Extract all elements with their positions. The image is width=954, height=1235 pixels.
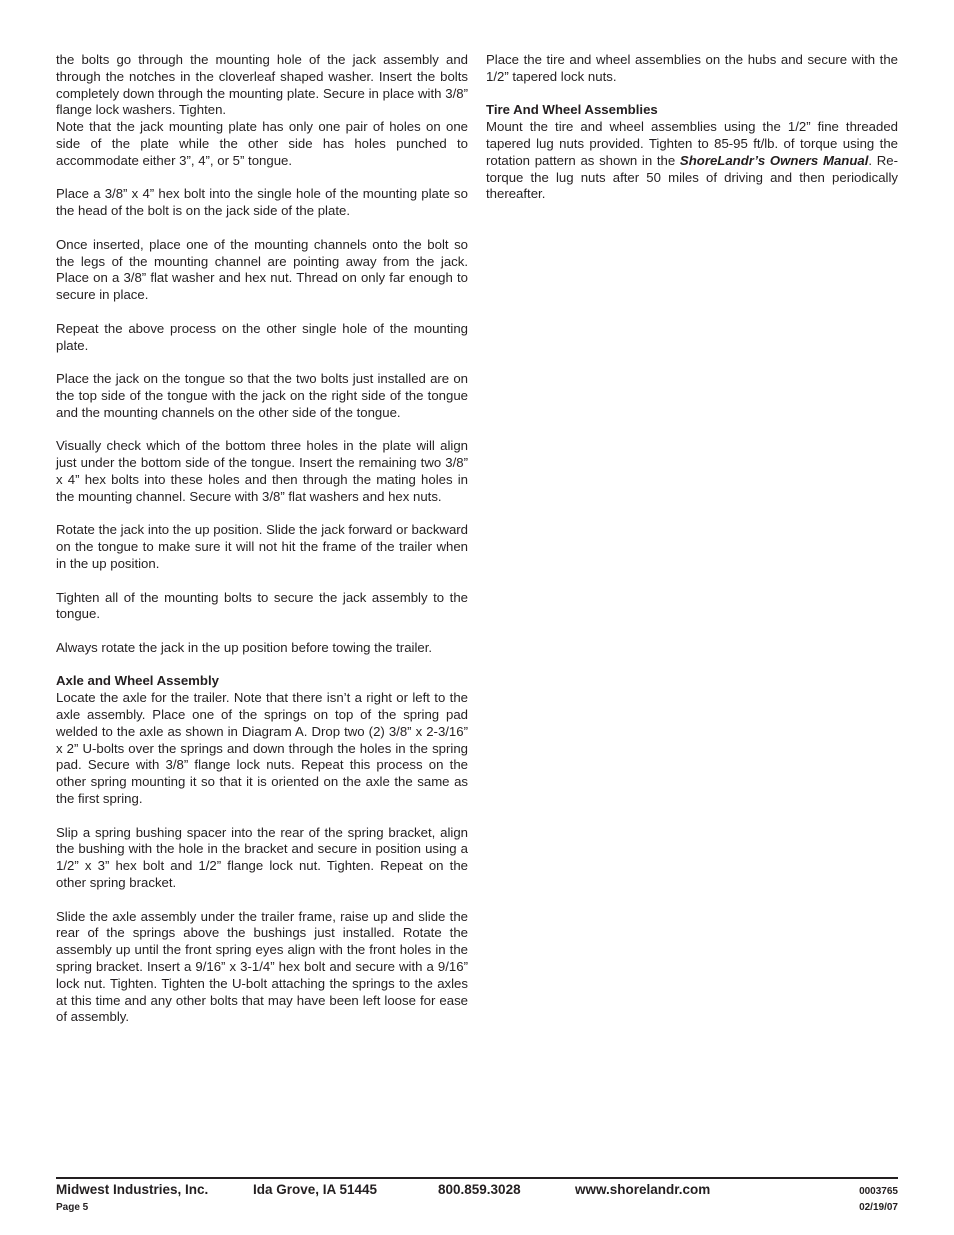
paragraph: Once inserted, place one of the mounting channels onto the bolt so the legs of the mounting channel are pointing away from the jack. Place on a 3/8” flat washer and hex nut. Thread on only far enough to secure in place. <box>56 236 468 303</box>
paragraph: Note that the jack mounting plate has only one pair of holes on one side of the plate while the other side has holes punched to accommodate either 3”, 4”, or 5” tongue. <box>56 119 468 168</box>
paragraph: Always rotate the jack in the up position before towing the trailer. <box>56 639 433 655</box>
footer-company: Midwest Industries, Inc. <box>56 1182 209 1197</box>
paragraph: Slide the axle assembly under the trailer frame, raise up and slide the rear of the springs above the bushings just installed. Rotate the assembly up until the front spring eyes align with the front holes in the spring bracket. Insert a 9/16” x 3-1/4” hex bolt and secure with a 9/16” lock nut. Tighten. Tighten the U-bolt attaching the springs to the axles at this time and any other bolts that may have been left loose for ease of assembly. <box>56 908 468 1025</box>
footer-page-number: Page 5 <box>56 1202 89 1213</box>
paragraph: Rotate the jack into the up position. Slide the jack forward or backward on the tongue to make sure it will not hit the frame of the trailer when in the up position. <box>56 522 468 571</box>
section-heading-axle: Axle and Wheel Assembly <box>56 673 219 689</box>
paragraph: Tighten all of the mounting bolts to secure the jack assembly to the tongue. <box>56 589 468 622</box>
paragraph: Repeat the above process on the other single hole of the mounting plate. <box>56 320 468 353</box>
paragraph: the bolts go through the mounting hole of the jack assembly and through the notches in the cloverleaf shaped washer. Insert the bolts completely down through the mounting plate. Secure in place with 3/8” flange lock washers. Tighten. <box>56 52 468 118</box>
footer-date: 02/19/07 <box>859 1202 898 1213</box>
footer-doc-number: 0003765 <box>859 1186 898 1197</box>
footer-city: Ida Grove, IA 51445 <box>253 1182 378 1197</box>
right-column <box>486 52 898 203</box>
paragraph: Locate the axle for the trailer. Note that there isn’t a right or left to the axle assembly. Place one of the springs on top of the spring pad welded to the axle as shown in Diagram A. Drop two (2) 3/8” x 2-3/16” x 2” U-bolts over the springs and down through the holes in the spring pad. Secure with 3/8” flange lock nuts. Repeat this process on the other spring mounting it so that it is oriented on the axle the same as the first spring. <box>56 690 468 807</box>
left-column <box>56 52 468 1026</box>
paragraph: Place a 3/8” x 4” hex bolt into the single hole of the mounting plate so the head of the bolt is on the jack side of the plate. <box>56 186 468 219</box>
paragraph: Slip a spring bushing spacer into the rear of the spring bracket, align the bushing with the hole in the bracket and secure in position using a 1/2” x 3” hex bolt and 1/2” flange lock nut. Tighten. Repeat on the other spring bracket. <box>56 824 468 891</box>
section-heading-tire: Tire And Wheel Assemblies <box>486 102 658 118</box>
paragraph: Place the tire and wheel assemblies on the hubs and secure with the 1/2” tapered lock nuts. <box>486 52 898 84</box>
footer-website: www.shorelandr.com <box>575 1182 711 1197</box>
footer-phone: 800.859.3028 <box>438 1182 521 1197</box>
manual-title: ShoreLandr’s Owners Manual <box>679 152 869 168</box>
paragraph <box>486 119 898 203</box>
paragraph-text: Mount the tire and wheel assemblies using the 1/2” fine threaded tapered lug nuts provided. Tighten to 85-95 ft/lb. of torque using the rotation pattern as shown in the <box>486 119 898 168</box>
paragraph: Place the jack on the tongue so that the two bolts just installed are on the top side of the tongue with the jack on the right side of the tongue and the mounting channels on the other side of the tongue. <box>56 371 468 420</box>
paragraph: Visually check which of the bottom three holes in the plate will align just under the bottom side of the tongue. Insert the remaining two 3/8” x 4” hex bolts into these holes and then through the mating holes in the mounting channel. Secure with 3/8” flat washers and hex nuts. <box>56 438 468 504</box>
paragraph-text: . Re-torque the lug nuts after 50 miles of driving and then periodically thereafter. <box>486 152 899 202</box>
footer-divider <box>56 1177 898 1179</box>
